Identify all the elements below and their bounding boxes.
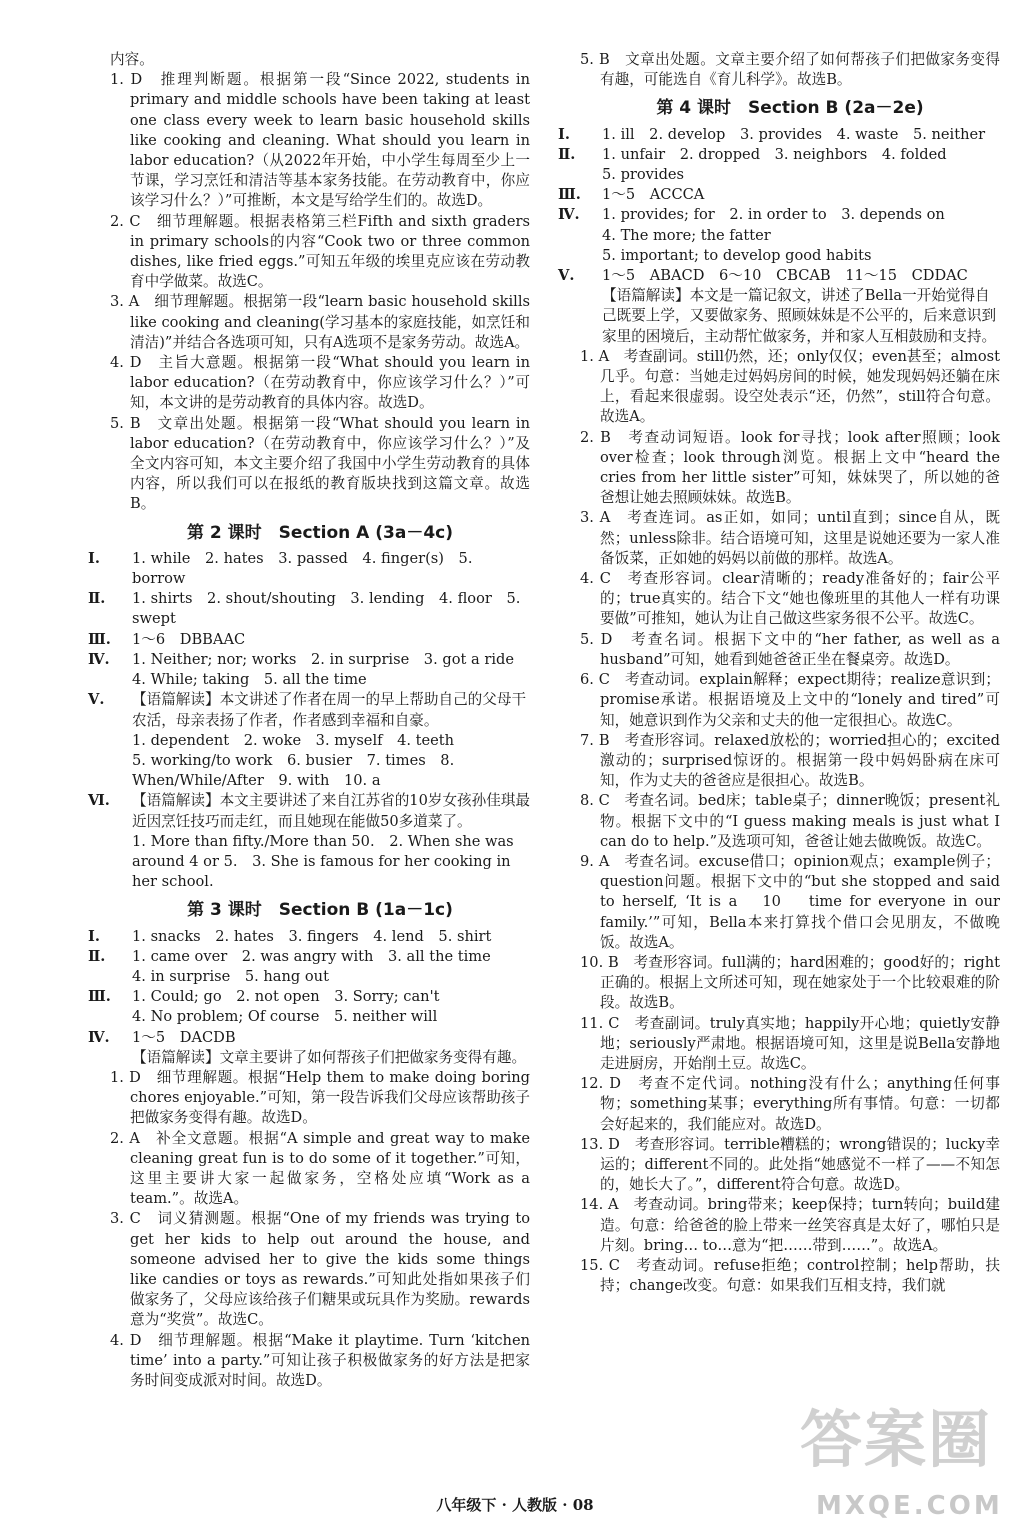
answer-text: 【语篇解读】本文讲述了作者在周一的早上帮助自己的父母干农活，母亲表扬了作者，作者感到幸福和自豪。 [132,691,527,729]
roman-numeral: Ⅲ. [558,186,581,204]
roman-numeral: Ⅳ. [88,650,110,668]
answer-item: 4. D 细节理解题。根据“Make it playtime. Turn ‘kitchen time’ into a party.”可知让孩子积极做家务的好方法是把家务时间变成派对时间。故选D。 [110,1331,530,1389]
section-2-answers [88,549,531,892]
roman-numeral: Ⅱ. [88,947,106,965]
watermark-url: MXQE.COM [816,1491,1003,1521]
roman-numeral: Ⅲ. [88,630,111,648]
answer-item: 1. D 推理判断题。根据第一段“Since 2022, students in primary and middle schools have been taking at least one class every week to learn basic household skills like cooking and cleaning. What should you learn in labor education?（从2022年开始，中小学生每周至少上一节课，学习烹饪和清洁等基本家务技能。在劳动教育中，你应该学习什么？）”可推断，本文是写给学生们的。故选D。 [110,71,530,210]
answer-row [558,205,1000,225]
answer-item: 9. A 考查名词。excuse借口；opinion观点；example例子；question问题。根据下文中的“but she stopped and said to herself, ‘It is a 10 time for everyone in our family.’”可知，Bella本来打算找个借口会见朋友，不做晚饭。故选A。 [580,852,1000,951]
roman-numeral: Ⅱ. [88,590,106,608]
answer-item: 1. D 细节理解题。根据“Help them to make doing boring chores enjoyable.”可知，第一段告诉我们父母应该帮助孩子把做家务变得有趣。故选D。 [110,1068,530,1127]
page-footer: 八年级下 · 人教版 · 08 [436,1496,594,1514]
section-3-title: 第 3 课时 Section B (1a－1c) [187,900,453,921]
answer-item: 2. C 细节理解题。根据表格第三栏Fifth and sixth graders in primary schools的内容“Cook two or three common dishes, like fried eggs.”可知五年级的埃里克应该在劳动教育中学做菜。故选C。 [110,212,530,291]
watermark-logo [800,1403,1010,1530]
roman-numeral: Ⅴ. [88,691,105,709]
answer-item: 11. C 考查副词。truly真实地；happily开心地；quietly安静地；seriously严肃地。根据语境可知，这里是说Bella安静地走进厨房，开始削土豆。故选C。 [580,1014,1000,1072]
answer-text: 1. dependent 2. woke 3. myself 4. teeth [132,731,455,749]
left-column [88,50,531,1391]
answer-item: 1. A 考查副词。still仍然，还；only仅仅；even甚至；almost几乎。句意：当她走过妈妈房间的时候，她发现妈妈还躺在床上，看起来很虚弱。设空处表示“还，仍然”，still符合句意。故选A。 [580,347,1000,426]
answer-text: 1. Neither; nor; works 2. in surprise 3. got a ride [132,650,514,668]
answer-item: 10. B 考查形容词。full满的；hard困难的；good好的；right正确的。根据上文所述可知，现在她家处于一个比较艰难的阶段。故选B。 [580,953,1000,1012]
answer-text: 【语篇解读】文章主要讲了如何帮孩子们把做家务变得有趣。 [132,1048,527,1066]
answer-row [558,185,1000,205]
answer-item: 2. B 考查动词短语。look for寻找；look after照顾；look over检查；look through浏览。根据上文中“heard the cries from her little sister”可知，妹妹哭了，所以她的爸爸想让她去照顾妹妹。故选B。 [580,428,1000,507]
answer-text: 4. While; taking 5. all the time [132,671,367,689]
answer-text: 1. More than fifty./More than 50. 2. When she was around 4 or 5. 3. She is famous for her cooking in her school. [132,832,514,891]
answer-text: 1. came over 2. was angry with 3. all the time [132,947,491,965]
roman-numeral: Ⅰ. [88,549,100,567]
left-answer-block [110,50,530,515]
roman-numeral: Ⅵ. [88,792,110,810]
answer-item: 13. D 考查形容词。terrible糟糕的；wrong错误的；lucky幸运的；different不同的。此处指“她感觉不一样了——不知怎的，她长大了。”，different符合句意。故选D。 [580,1135,1000,1194]
answer-text: 1. Could; go 2. not open 3. Sorry; can't [132,988,440,1006]
watermark-text: 答案圈 [800,1403,993,1476]
answer-row [580,165,1000,185]
answer-text: 1. shirts 2. shout/shouting 3. lending 4. floor 5. swept [132,590,521,628]
answer-text: 1. provides; for 2. in order to 3. depends on [602,206,945,224]
answer-text: 4. No problem; Of course 5. neither will [132,1008,438,1026]
answer-row [88,549,530,589]
answer-text: 5. important; to develop good habits [602,246,872,264]
answer-row [88,589,530,629]
answer-item: 4. C 考查形容词。clear清晰的；ready准备好的；fair公平的；true真实的。结合下文“她也像班里的其他人一样有功课要做”可推知，她认为让自己做这些家务很不公平。故选C。 [580,570,1000,628]
answer-text: 5. working/to work 6. busier 7. times 8. When/While/After 9. with 10. a [132,751,455,790]
answer-row [580,286,1000,347]
section-4-title: 第 4 课时 Section B (2a－2e) [656,98,924,119]
answer-row [110,751,530,791]
answer-item: 6. C 考查动词。explain解释；expect期待；realize意识到；promise承诺。根据语境及上文中的“lonely and tired”可知，她意识到作为父亲和丈夫的他一定很担心。故选C。 [580,671,1000,729]
answer-row [88,947,530,967]
answer-item: 5. B 文章出处题。文章主要介绍了如何帮孩子们把做家务变得有趣，可能选自《育儿科学》。故选B。 [580,51,1000,89]
roman-numeral: Ⅳ. [558,206,580,224]
answer-text: 5. provides [602,166,685,184]
answer-row [110,731,530,751]
answer-text: 1～5 ACCCA [602,186,705,204]
answer-row [88,987,530,1007]
answer-row [88,791,531,831]
answer-item: 内容。 [110,51,154,68]
section-4-answers [558,125,1000,347]
answer-row [110,1048,530,1068]
answer-item: 5. D 考查名词。根据下文中的“her father, as well as a husband”可知，她看到她爸爸正坐在餐桌旁。故选D。 [580,630,1000,668]
roman-numeral: Ⅱ. [558,145,576,163]
answer-item: 12. D 考查不定代词。nothing没有什么；anything任何事物；something某事；everything所有事情。句意：一切都会好起来的，我们能应对。故选D。 [580,1075,1000,1133]
answer-row [88,927,530,947]
answer-row [558,266,1000,286]
roman-numeral: Ⅰ. [88,927,100,945]
answer-text: 1～5 ABACD 6～10 CBCAB 11～15 CDDAC [602,267,968,285]
answer-item: 5. B 文章出处题。根据第一段“What should you learn in labor education?（在劳动教育中，你应该学习什么？）”及全文内容可知，本文主要介绍了我国中小学生劳动教育的具体内容，所以我们可以在报纸的教育版块找到这篇文章。故选B。 [110,414,530,513]
answer-text: 4. in surprise 5. hang out [132,967,329,985]
answer-text: 1～5 DACDB [132,1028,236,1046]
answer-text: 1. unfair 2. dropped 3. neighbors 4. folded [602,145,947,163]
answer-item: 3. A 考查连词。as正如，如同；until直到；since自从，既然；unless除非。结合语境可知，这里是说她还要为一家人准备饭菜，正如她的妈妈以前做的那样。故选A。 [580,509,1000,567]
answer-item: 3. C 词义猜测题。根据“One of my friends was trying to get her kids to help out around the house, and someone advised her to give the kids some things like candies or toys as rewards.”可知此处指如果孩子们做家务了，父母应该给孩子们糖果或玩具作为奖励。rewards意为“奖赏”。故选C。 [110,1210,530,1329]
section-2-title: 第 2 课时 Section A (3a－4c) [187,522,453,543]
answer-item: 8. C 考查名词。bed床；table桌子；dinner晚饭；present礼物。根据下文中的“I guess making meals is just what I can do to help.”及选项可知，爸爸让她去做晚饭。故选C。 [580,792,1000,850]
roman-numeral: Ⅲ. [88,988,111,1006]
answer-row [558,145,1000,165]
answer-text: 1. ill 2. develop 3. provides 4. waste 5. neither [602,125,986,143]
answer-item: 4. D 主旨大意题。根据第一段“What should you learn in labor education?（在劳动教育中，你应该学习什么？）”可知，本文讲的是劳动教育的具体内容。故选D。 [110,354,530,412]
answer-text: 【语篇解读】本文是一篇记叙文，讲述了Bella一开始觉得自己既要上学，又要做家务、照顾妹妹是不公平的，后来意识到家里的困境后，主动帮忙做家务，并和家人互相鼓励和支持。 [602,287,997,345]
answer-row [110,670,530,690]
answer-item: 14. A 考查动词。bring带来；keep保持；turn转向；build建造。句意：给爸爸的脸上带来一丝笑容真是太好了，哪怕只是片刻。bring… to…意为“把……带到……”。故选A。 [580,1196,1000,1254]
answer-item: 2. A 补全文意题。根据“A simple and great way to make cleaning great fun is to do some of it together.”可知，这里主要讲大家一起做家务，空格处应填“Work as a team.”。故选A。 [110,1129,530,1208]
section-3-explanations [110,1068,530,1391]
section-4-explanations [580,347,1000,1297]
answer-row [110,1007,530,1027]
answer-text: 1. snacks 2. hates 3. fingers 4. lend 5. shirt [132,927,492,945]
right-column [558,50,1000,1296]
answer-item: 7. B 考查形容词。relaxed放松的；worried担心的；excited激动的；surprised惊讶的。根据第一段中妈妈卧病在床可知，作为丈夫的爸爸应是很担心。故选B。 [580,731,1000,790]
answer-row [558,125,1000,145]
answer-text: 4. The more; the fatter [602,226,771,244]
answer-text: 【语篇解读】本文主要讲述了来自江苏省的10岁女孩孙佳琪最近因烹饪技巧而走红，而且她现在能做50多道菜了。 [132,792,531,830]
answer-item: 3. A 细节理解题。根据第一段“learn basic household skills like cooking and cleaning(学习基本的家庭技能，如烹饪和清洁)”并结合各选项可知，只有A选项不是家务劳动。故选A。 [110,293,530,351]
roman-numeral: Ⅴ. [558,267,575,285]
answer-row [88,630,530,650]
answer-item: 15. C 考查动词。refuse拒绝；control控制；help帮助，扶持；change改变。句意：如果我们互相支持，我们就 [580,1256,1000,1295]
answer-row [88,650,530,670]
answer-row [88,690,530,730]
answer-row [110,967,530,987]
answer-text: 1～6 DBBAAC [132,630,246,648]
answer-row [580,246,1000,266]
answer-row [110,832,530,893]
roman-numeral: Ⅳ. [88,1028,110,1046]
answer-row [88,1028,530,1048]
section-3-answers [88,927,530,1068]
answer-row [580,226,1000,246]
roman-numeral: Ⅰ. [558,125,570,143]
answer-text: 1. while 2. hates 3. passed 4. finger(s) 5. borrow [132,549,473,588]
